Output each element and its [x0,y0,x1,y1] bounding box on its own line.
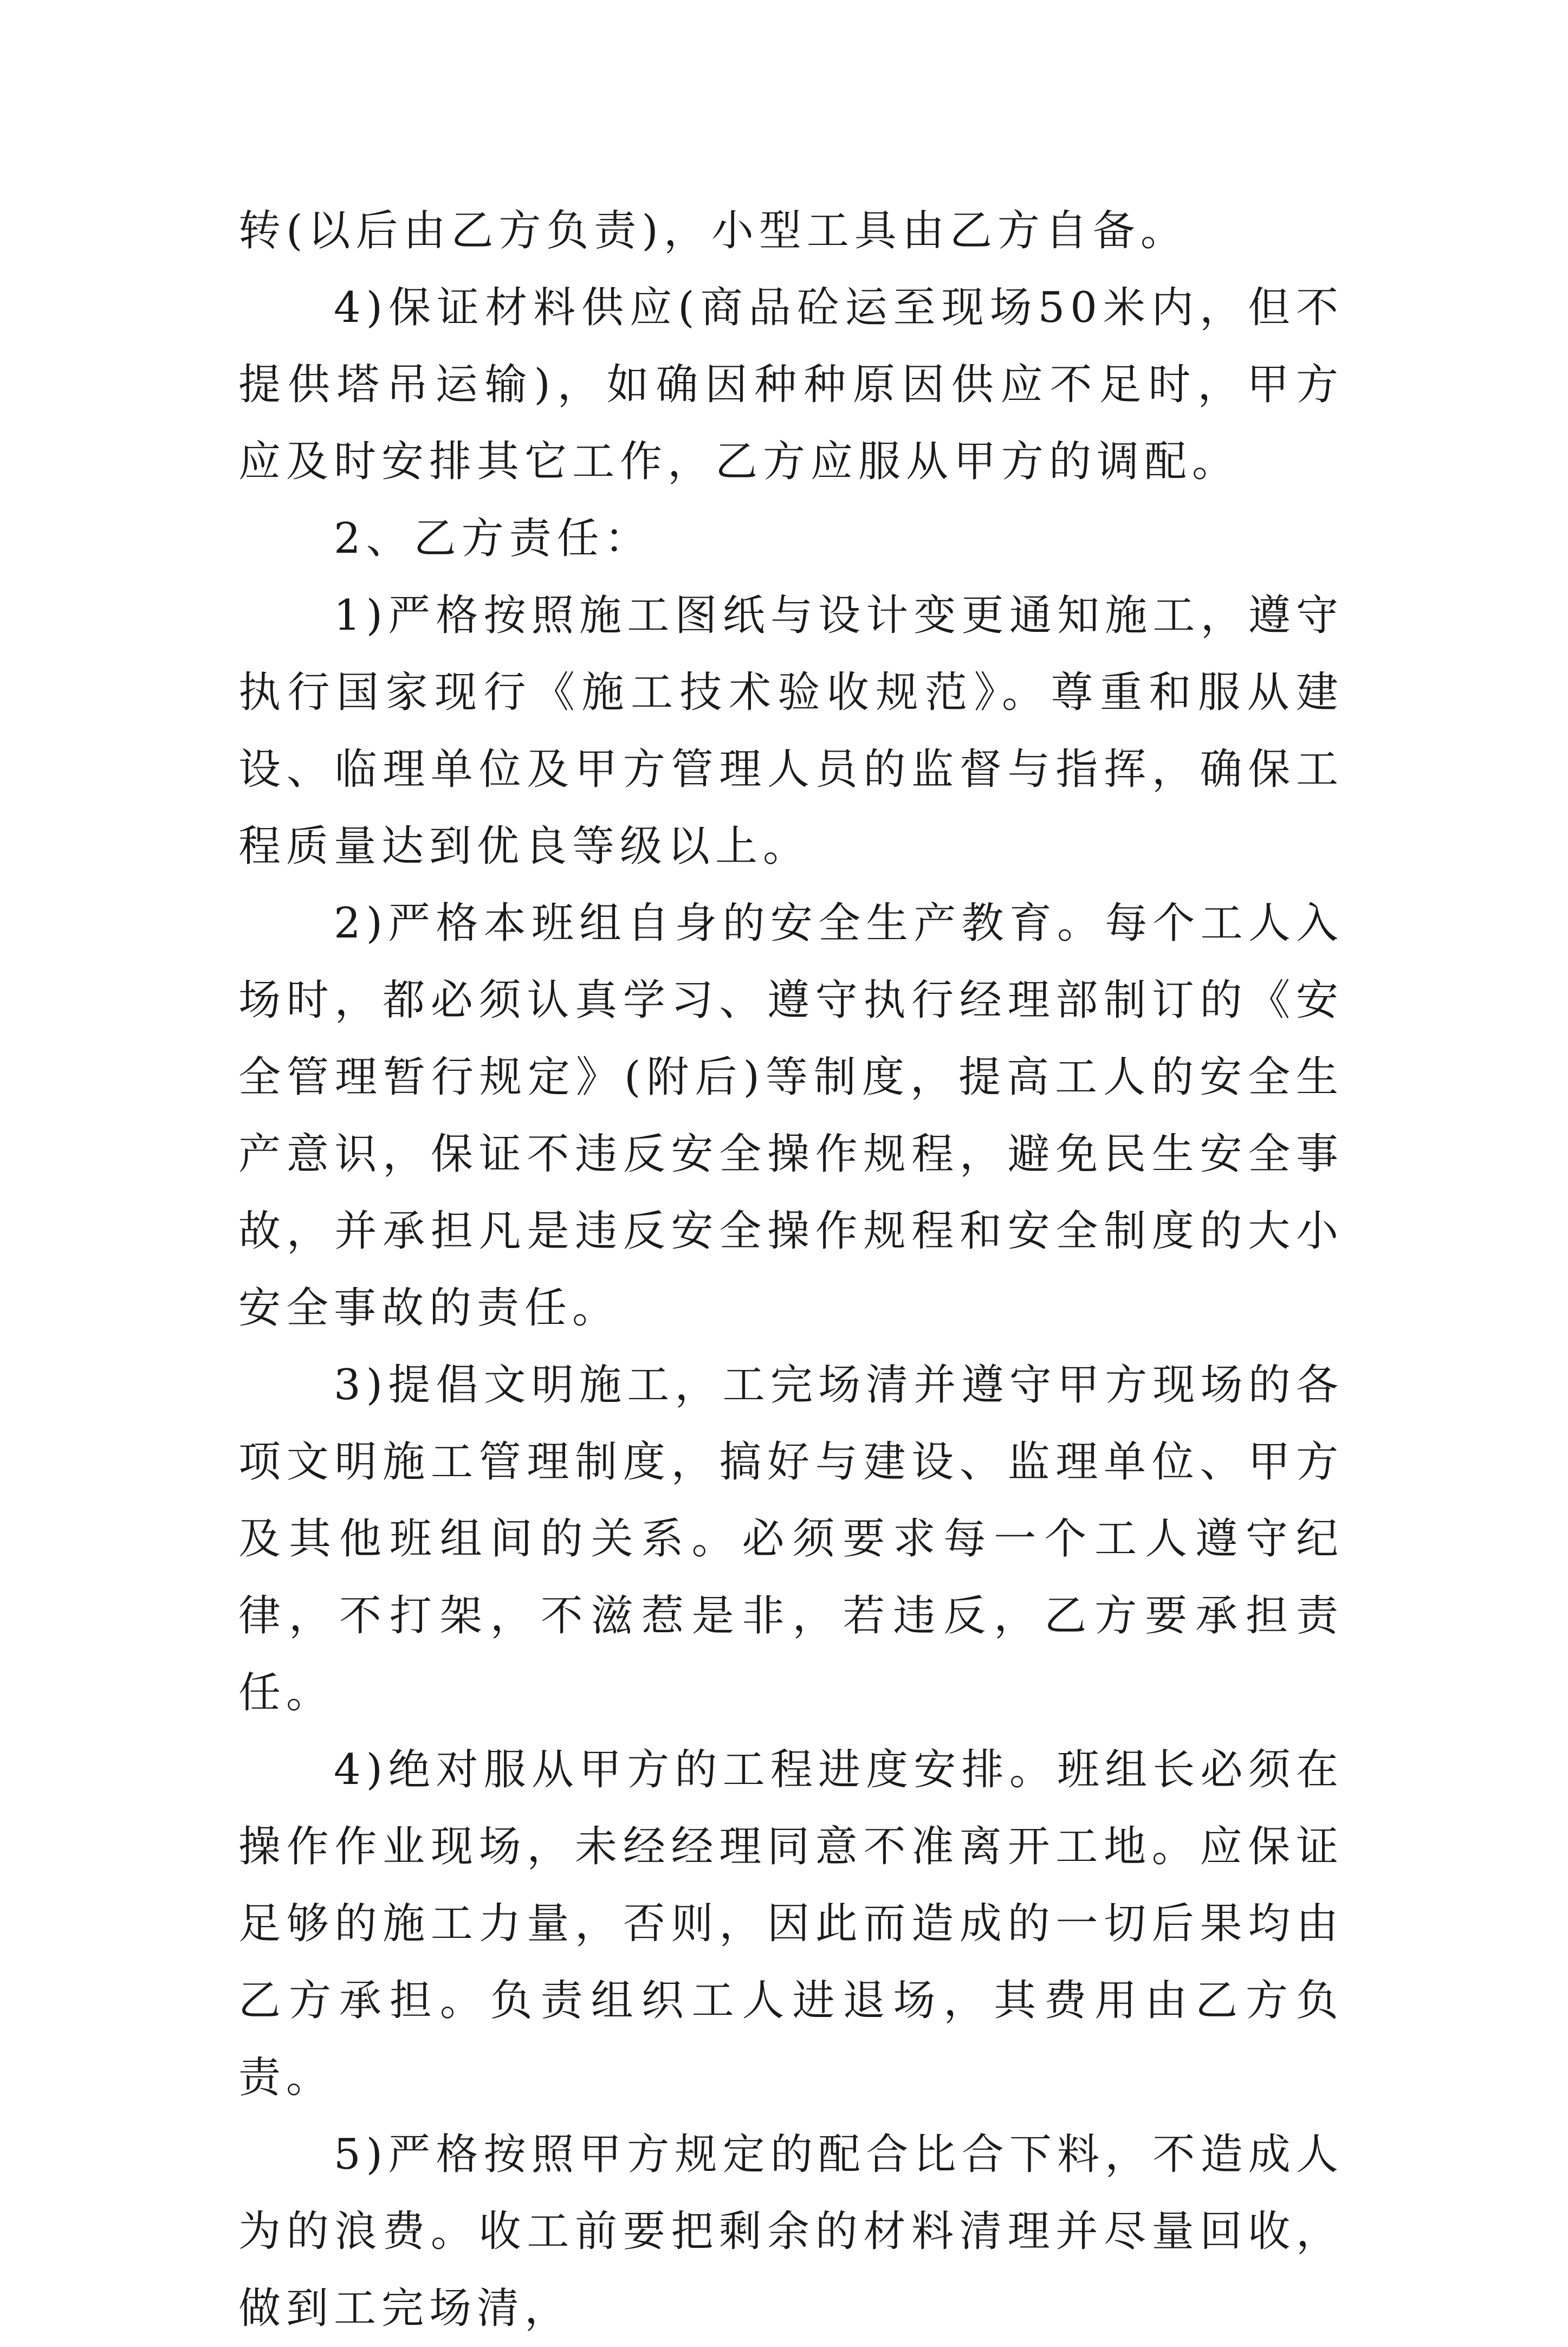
paragraph-item-5-material-usage: 5)严格按照甲方规定的配合比合下料，不造成人为的浪费。收工前要把剩余的材料清理并尽量回收，做到工完场清， [238,2130,1344,2333]
paragraph-continuation: 转(以后由乙方负责)，小型工具由乙方自备。 [238,206,1188,255]
paragraph-item-4-material-supply: 4)保证材料供应(商品砼运至现场50米内，但不提供塔吊运输)，如确因种种原因供应不足时，甲方应及时安排其它工作，乙方应服从甲方的调配。 [238,283,1344,486]
document-body [238,192,1344,2347]
paragraph-item-3-civilized-construction: 3)提倡文明施工，工完场清并遵守甲方现场的各项文明施工管理制度，搞好与建设、监理单位、甲方及其他班组间的关系。必须要求每一个工人遵守纪律，不打架，不滋惹是非，若违反，乙方要承担责任。 [238,1361,1344,1717]
paragraph-item-1-construction-drawings: 1)严格按照施工图纸与设计变更通知施工，遵守执行国家现行《施工技术验收规范》。尊重和服从建设、临理单位及甲方管理人员的监督与指挥，确保工程质量达到优良等级以上。 [238,591,1344,871]
paragraph-item-2-safety-education: 2)严格本班组自身的安全生产教育。每个工人入场时，都必须认真学习、遵守执行经理部制订的《安全管理暂行规定》(附后)等制度，提高工人的安全生产意识，保证不违反安全操作规程，避免民生安全事故，并承担凡是违反安全操作规程和安全制度的大小安全事故的责任。 [238,899,1344,1333]
section-heading-party-b-responsibility: 2、乙方责任： [334,514,652,563]
paragraph-item-4-schedule-obedience: 4)绝对服从甲方的工程进度安排。班组长必须在操作作业现场，未经经理同意不准离开工地。应保证足够的施工力量，否则，因此而造成的一切后果均由乙方承担。负责组织工人进退场，其费用由乙方负责。 [238,1745,1344,2102]
